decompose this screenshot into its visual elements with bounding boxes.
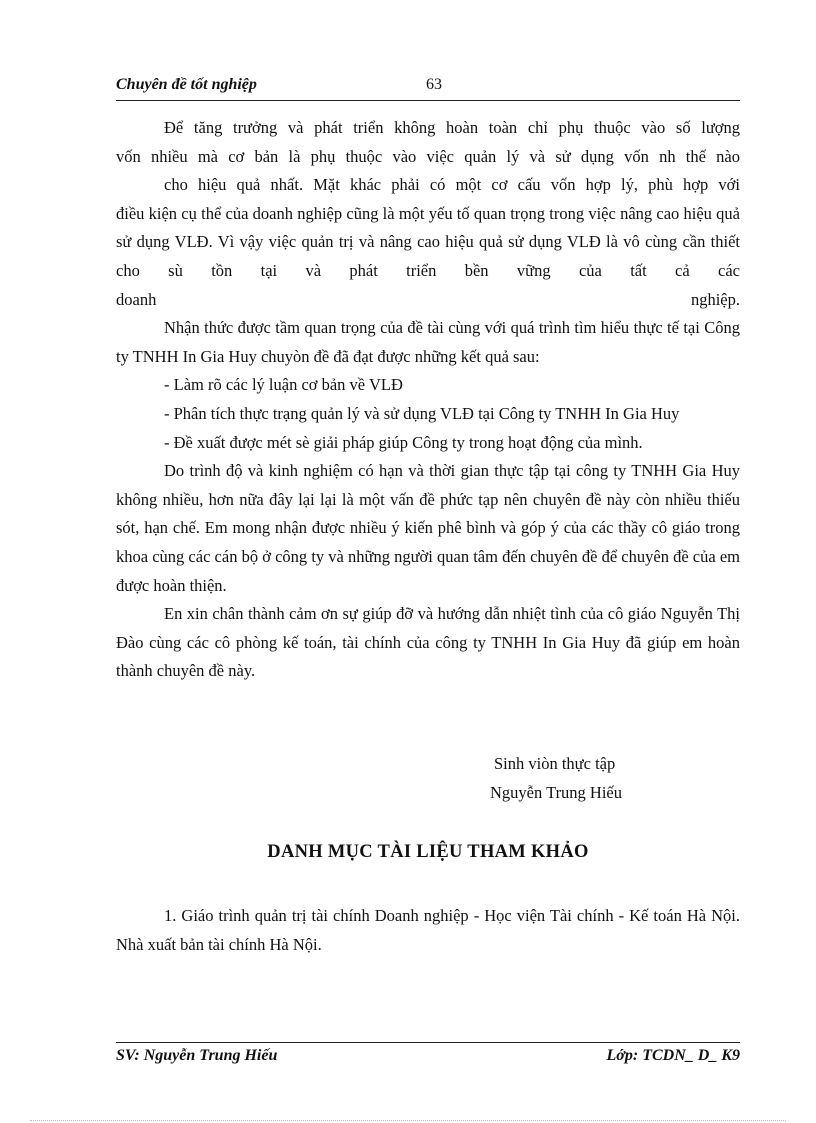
paragraph-1-line-2: vốn nhiều mà cơ bản là phụ thuộc vào việc quản lý và sử dụng vốn nh thế nào (116, 146, 740, 166)
body-text (116, 114, 740, 686)
footer-student: SV: Nguyễn Trung Hiếu (116, 1047, 278, 1064)
paragraph-2: Nhận thức được tầm quan trọng của đề tài cùng với quá trình tìm hiểu thực tế tại Công ty TNHH In Gia Huy chuyòn đề đã đạt được những kết quả sau: (116, 318, 740, 366)
paragraph-1-line-1: Để tăng trưởng và phát triển không hoàn toàn chỉ phụ thuộc vào số lượng (164, 118, 740, 137)
bullet-item-1: - Làm rõ các lý luận cơ bản về VLĐ (164, 375, 403, 395)
references-list (116, 902, 740, 959)
paragraph-3: Do trình độ và kinh nghiệm có hạn và thời gian thực tập tại công ty TNHH Gia Huy không nhiều, hơn nữa đây lại lại là một vấn đề phức tạp nên chuyên đề này còn nhiều thiếu sót, hạn chế. Em mong nhận được nhiều ý kiến phê bình và góp ý của các thầy cô giáo trong khoa cùng các cán bộ ở công ty và những người quan tâm đến chuyên đề để chuyên đề của em được hoàn thiện. (116, 461, 740, 595)
paragraph-1-last-word-b: nghiệp. (690, 289, 740, 309)
page-footer (116, 1042, 740, 1069)
signature-block (490, 750, 710, 807)
bullet-item-3: - Đề xuất được mét sè giải pháp giúp Công ty trong hoạt động của mình. (164, 432, 643, 452)
paragraph-1-last-word-a: doanh (116, 289, 157, 309)
paragraph-1-line-3: cho hiệu quả nhất. Mặt khác phải có một cơ cấu vốn hợp lý, phù hợp với (164, 175, 740, 195)
paragraph-1-last-line (116, 286, 740, 315)
header-title: Chuyên đề tốt nghiệp (116, 76, 257, 93)
paragraph-4: En xin chân thành cảm ơn sự giúp đỡ và hướng dẫn nhiệt tình của cô giáo Nguyễn Thị Đào cùng các cô phòng kế toán, tài chính của công ty TNHH In Gia Huy đã giúp em hoàn thành chuyên đề này. (116, 604, 740, 681)
references-heading: DANH MỤC TÀI LIỆU THAM KHẢO (267, 842, 589, 862)
signature-name: Nguyễn Trung Hiếu (490, 782, 623, 802)
signature-role: Sinh viòn thực tập (494, 754, 616, 773)
page-number: 63 (426, 76, 442, 93)
footer-class: Lớp: TCDN_ D_ K9 (606, 1047, 740, 1064)
page-header (116, 76, 740, 101)
bullet-item-2: - Phân tích thực trạng quản lý và sử dụng VLĐ tại Công ty TNHH In Gia Huy (164, 403, 680, 423)
page-edge-divider (30, 1120, 786, 1121)
reference-item-1: 1. Giáo trình quản trị tài chính Doanh nghiệp - Học viện Tài chính - Kế toán Hà Nội. Nhà xuất bản tài chính Hà Nội. (116, 906, 740, 954)
paragraph-1-continued: điều kiện cụ thể của doanh nghiệp cũng là một yếu tố quan trọng trong việc nâng cao hiệu quả sử dụng VLĐ. Vì vậy việc quản trị và nâng cao hiệu quả sử dụng VLĐ là vô cùng cần thiết cho sù tồn tại và phát triển bền vững của tất cả các (116, 203, 740, 280)
